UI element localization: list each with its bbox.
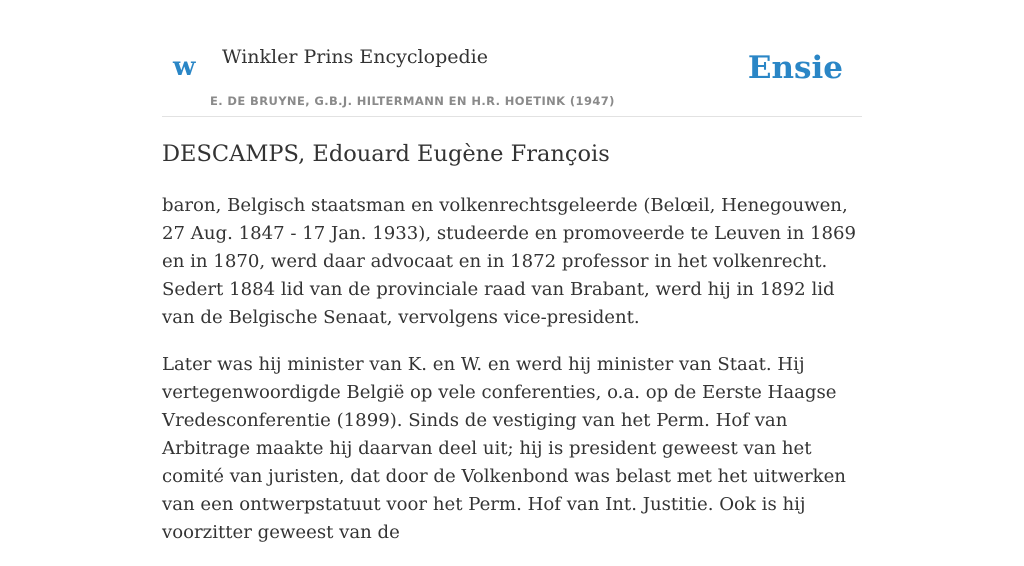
site-title-link[interactable]: Winkler Prins Encyclopedie bbox=[222, 46, 488, 68]
entry-paragraph: Later was hij minister van K. en W. en werd hij minister van Staat. Hij vertegenwoordigde België op vele conferenties, o.a. op de Eerste Haagse Vredesconferentie (1899). Sinds de vestiging van het Perm. Hof van Arbitrage maakte hij daarvan deel uit; hij is president geweest van het comité van juristen, dat door de Volkenbond was belast met het uitwerken van een ontwerpstatuut voor het Perm. Hof van Int. Justitie. Ook is hij voorzitter geweest van de bbox=[162, 354, 846, 543]
entry-body bbox=[162, 192, 864, 566]
entry-paragraph: baron, Belgisch staatsman en volkenrechtsgeleerde (Belœil, Henegouwen, 27 Aug. 1847 - 17 Jan. 1933), studeerde en promoveerde te Leuven in 1869 en in 1870, werd daar advocaat en in 1872 professor in het volkenrecht. Sedert 1884 lid van de provinciale raad van Brabant, werd hij in 1892 lid van de Belgische Senaat, vervolgens vice-president. bbox=[162, 195, 857, 328]
ensie-logo-link[interactable]: Ensie bbox=[747, 50, 843, 86]
authors-byline: E. DE BRUYNE, G.B.J. HILTERMANN EN H.R. HOETINK (1947) bbox=[210, 94, 615, 108]
entry-title: DESCAMPS, Edouard Eugène François bbox=[162, 141, 610, 167]
logo-w-icon[interactable]: w bbox=[173, 52, 196, 82]
site-header bbox=[162, 38, 862, 117]
